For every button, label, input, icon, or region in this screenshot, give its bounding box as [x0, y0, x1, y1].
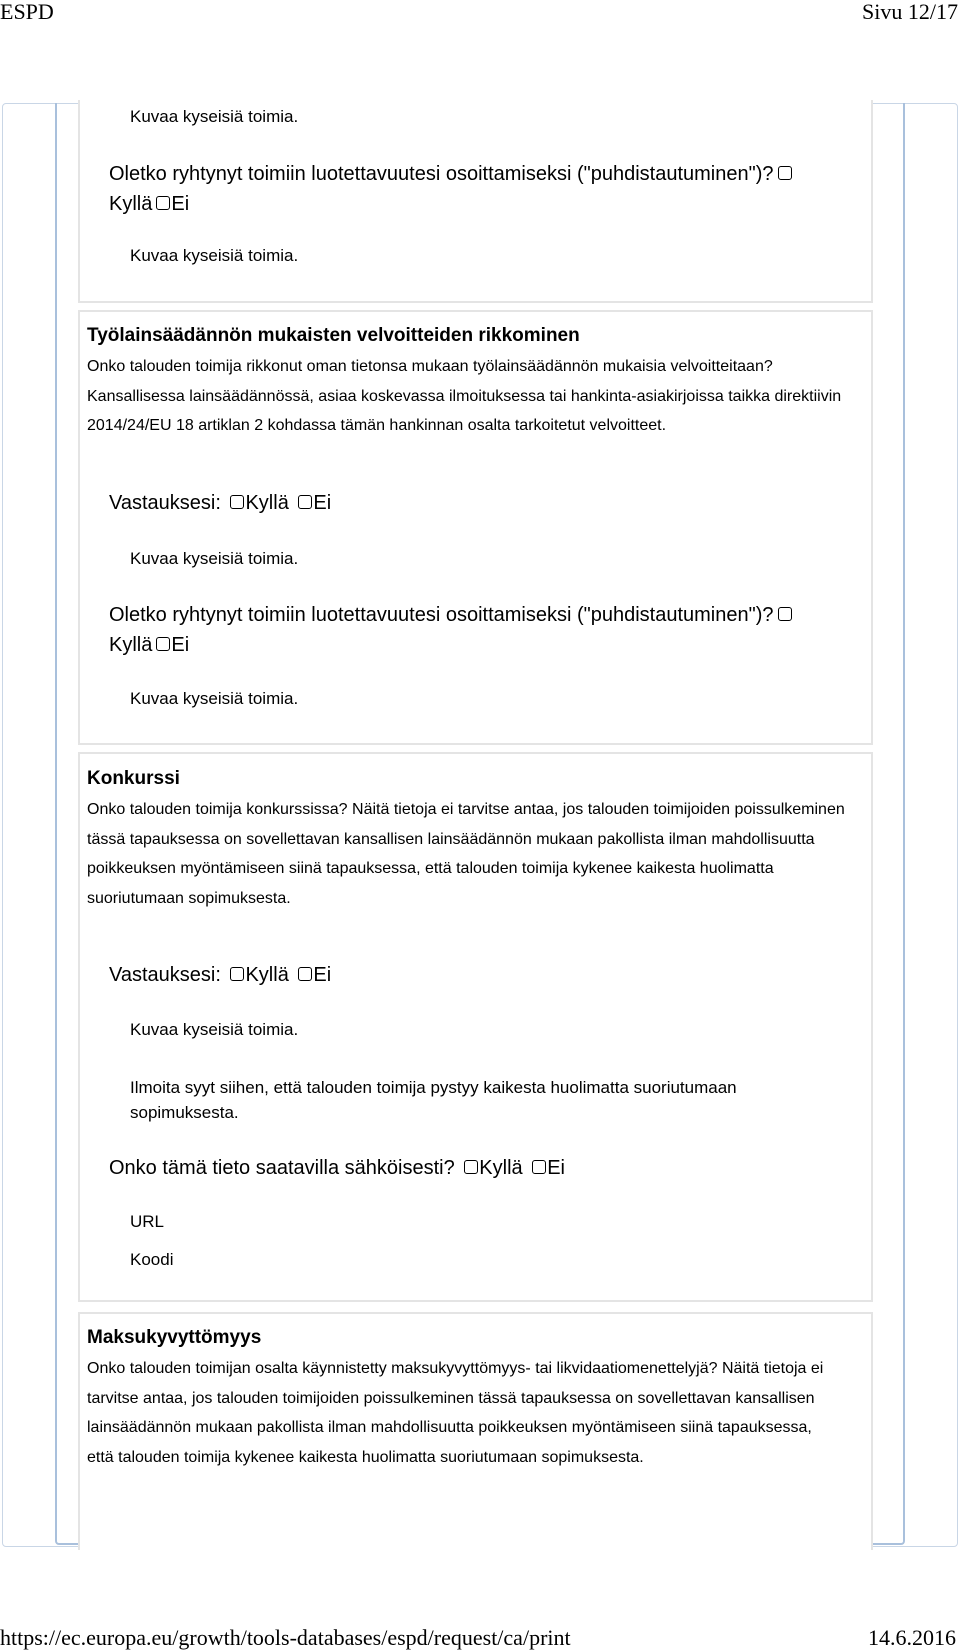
electronic-question-text: Onko tämä tieto saatavilla sähköisesti?: [109, 1157, 455, 1179]
bankruptcy-answer: [109, 964, 331, 987]
self-cleaning-question: [109, 163, 793, 186]
no-label: Ei: [171, 634, 190, 656]
bankruptcy-title: Konkurssi: [87, 768, 180, 789]
describe-measures-label: Kuvaa kyseisiä toimia.: [130, 1020, 299, 1039]
answer-label: Vastauksesi:: [109, 492, 221, 514]
insolvency-text: Onko talouden toimijan osalta käynnistetty maksukyvyttömyys- tai likvidaatiomenettelyjä? Näitä tietoja ei tarvitse antaa, jos talouden toimijoiden poissulkeminen tässä tapauksessa on sovellettavan kansallisen lainsäädännön mukaan pakollista ilman mahdollisuutta poikkeuksen myöntämiseen siinä tapauksessa, että talouden toimija kykenee kaikesta huolimatta suoriutumaan sopimuksesta.: [87, 1360, 824, 1466]
labour-law-answer: [109, 492, 331, 515]
describe-measures-label: Kuvaa kyseisiä toimia.: [130, 549, 299, 568]
print-header-title: ESPD: [0, 0, 54, 24]
no-label: Ei: [547, 1157, 566, 1179]
self-cleaning-options: [109, 193, 189, 216]
no-checkbox[interactable]: [298, 967, 312, 981]
describe-measures-label: Kuvaa kyseisiä toimia.: [130, 107, 299, 126]
self-cleaning-options: [109, 634, 189, 657]
answer-label: Vastauksesi:: [109, 964, 221, 986]
yes-label: Kyllä: [245, 964, 289, 986]
self-cleaning-text: Oletko ryhtynyt toimiin luotettavuutesi osoittamiseksi ("puhdistautuminen")?: [109, 604, 774, 626]
yes-label: Kyllä: [479, 1157, 523, 1179]
print-footer-url: https://ec.europa.eu/growth/tools-databases/espd/request/ca/print: [0, 1625, 571, 1650]
print-footer-date: 14.6.2016: [868, 1625, 956, 1650]
yes-checkbox[interactable]: [230, 495, 244, 509]
no-checkbox[interactable]: [532, 1160, 546, 1174]
no-label: Ei: [313, 492, 332, 514]
describe-measures-label: Kuvaa kyseisiä toimia.: [130, 246, 299, 265]
yes-checkbox[interactable]: [230, 967, 244, 981]
url-label: URL: [130, 1212, 165, 1231]
yes-label: Kyllä: [109, 634, 153, 656]
code-label: Koodi: [130, 1250, 174, 1269]
yes-label: Kyllä: [109, 193, 153, 215]
electronic-availability-question: [109, 1157, 565, 1180]
no-checkbox[interactable]: [156, 637, 170, 651]
no-checkbox[interactable]: [156, 196, 170, 210]
labour-law-title: Työlainsäädännön mukaisten velvoitteiden rikkominen: [87, 325, 580, 346]
yes-checkbox[interactable]: [464, 1160, 478, 1174]
no-checkbox[interactable]: [298, 495, 312, 509]
bankruptcy-text: Onko talouden toimija konkurssissa? Näitä tietoja ei tarvitse antaa, jos talouden toimijoiden poissulkeminen tässä tapauksessa on sovellettavan kansallisen lainsäädännön mukaan pakollista ilman mahdollisuutta poikkeuksen myöntämiseen siinä tapauksessa, että talouden toimija kykenee kaikesta huolimatta suoriutumaan sopimuksesta.: [87, 801, 845, 907]
yes-checkbox[interactable]: [778, 607, 792, 621]
bankruptcy-reasons-label: Ilmoita syyt siihen, että talouden toimija pystyy kaikesta huolimatta suoriutumaan sopimuksesta.: [130, 1078, 737, 1122]
insolvency-title: Maksukyvyttömyys: [87, 1327, 262, 1348]
labour-law-text: Onko talouden toimija rikkonut oman tietonsa mukaan työlainsäädännön mukaisia velvoitteitaan? Kansallisessa lainsäädännössä, asiaa koskevassa ilmoituksessa tai hankinta-asiakirjoissa taikka direktiivin 2014/24/EU 18 artiklan 2 kohdassa tämän hankinnan osalta tarkoitetut velvoitteet.: [87, 358, 842, 434]
self-cleaning-question: [109, 604, 793, 627]
print-header-page: Sivu 12/17: [862, 0, 958, 24]
describe-measures-label: Kuvaa kyseisiä toimia.: [130, 689, 299, 708]
yes-checkbox[interactable]: [778, 166, 792, 180]
self-cleaning-text: Oletko ryhtynyt toimiin luotettavuutesi osoittamiseksi ("puhdistautuminen")?: [109, 163, 774, 185]
continued-section-box: [78, 100, 873, 303]
no-label: Ei: [313, 964, 332, 986]
yes-label: Kyllä: [245, 492, 289, 514]
no-label: Ei: [171, 193, 190, 215]
